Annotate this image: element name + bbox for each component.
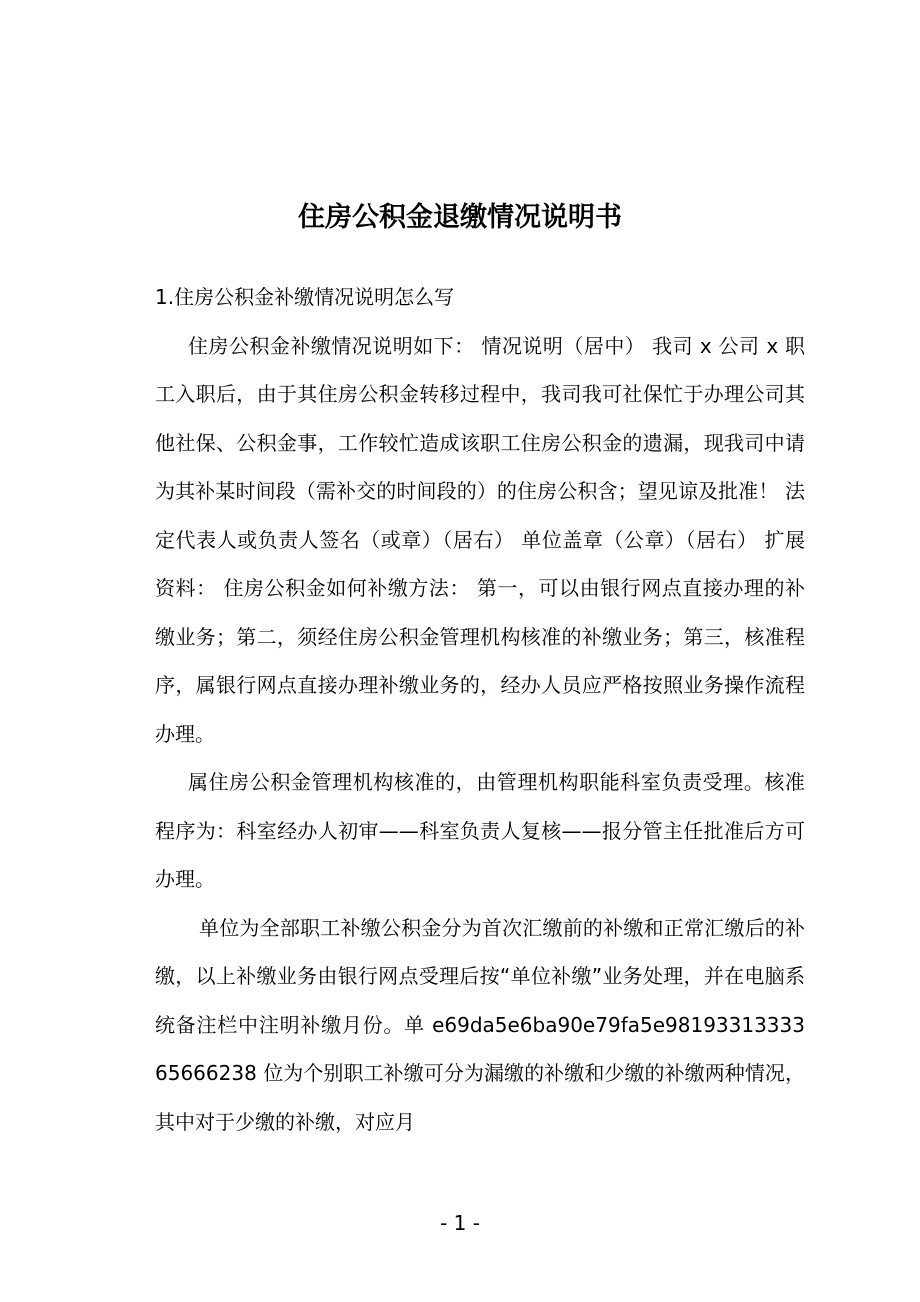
page-number: - 1 - xyxy=(440,1211,480,1235)
document-title: 住房公积金退缴情况说明书 xyxy=(298,202,622,233)
paragraph-1: 住房公积金补缴情况说明如下： 情况说明（居中） 我司 x 公司 x 职工入职后，由于其住房公积金转移过程中，我司我可社保忙于办理公司其他社保、公积金事，工作较忙造成该职工住房公积金的遗漏，现我司中请为其补某时间段（需补交的时间段的）的住房公积含；望见谅及批准！ 法定代表人或负责人签名（或章）（居右） 单位盖章（公章）（居右） 扩展资料： 住房公积金如何补缴方法： 第一，可以由银行网点直接办理的补缴业务；第二，须经住房公积金管理机构核准的补缴业务；第三，核准程序，属银行网点直接办理补缴业务的，经办人员应严格按照业务操作流程办理。 xyxy=(155,333,805,746)
document-body xyxy=(155,273,805,1146)
section-heading: 1.住房公积金补缴情况说明怎么写 xyxy=(155,285,455,309)
paragraph-3: 单位为全部职工补缴公积金分为首次汇缴前的补缴和正常汇缴后的补缴，以上补缴业务由银行网点受理后按“单位补缴”业务处理，并在电脑系统备注栏中注明补缴月份。单 e69da5e6ba90e79fa5e9819331333365666238 位为个别职工补缴可分为漏缴的补缴和少缴的补缴两种情况，其中对于少缴的补缴，对应月 xyxy=(155,915,805,1134)
paragraph-2: 属住房公积金管理机构核准的，由管理机构职能科室负责受理。核准程序为：科室经办人初审——科室负责人复核——报分管主任批准后方可办理。 xyxy=(155,770,805,891)
